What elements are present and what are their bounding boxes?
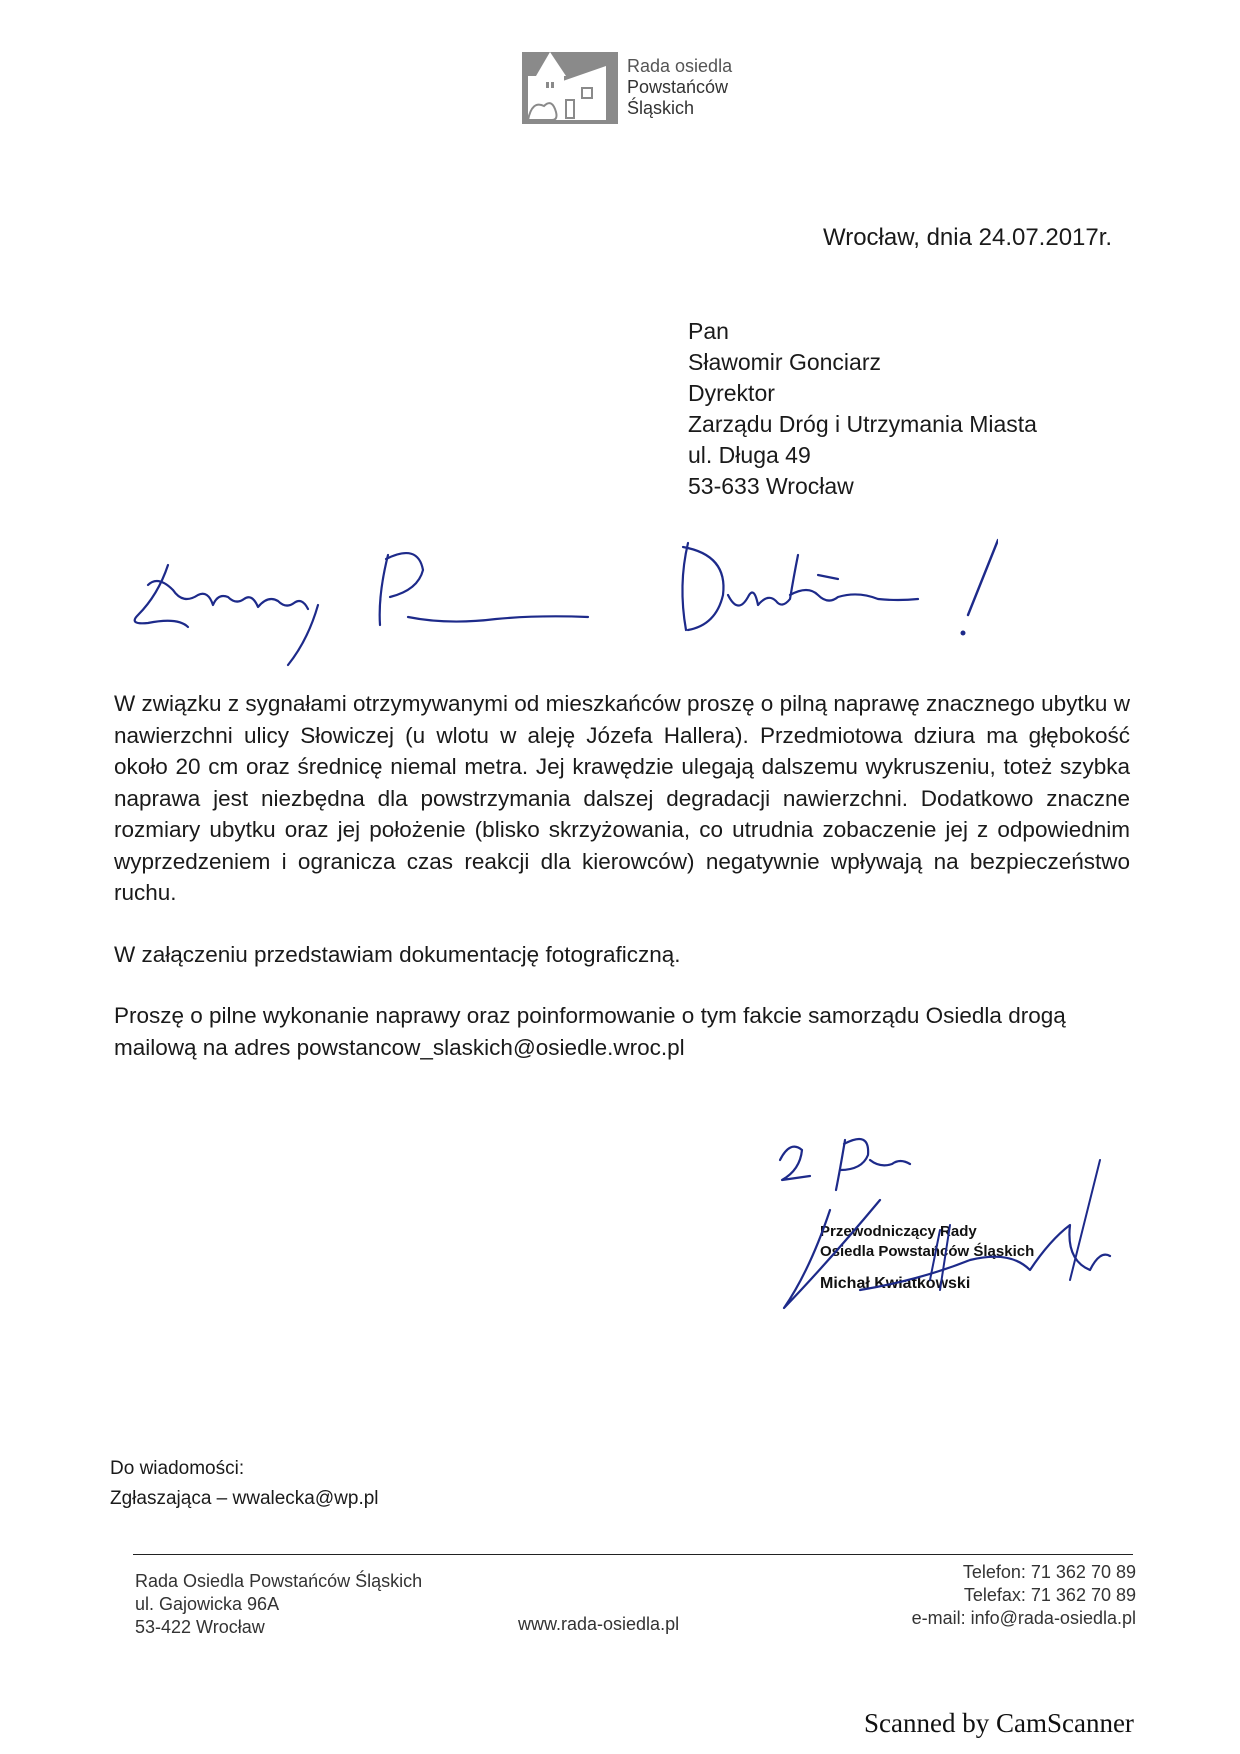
letter-date: Wrocław, dnia 24.07.2017r.	[823, 224, 1113, 251]
scanner-watermark: Scanned by CamScanner	[864, 1708, 1134, 1738]
footer-divider	[133, 1554, 1133, 1555]
footer-city: 53-422 Wrocław	[135, 1617, 265, 1637]
footer-phone: Telefon: 71 362 70 89	[962, 1562, 1136, 1582]
cc-heading: Do wiadomości:	[110, 1458, 245, 1479]
stamp-line-2: Osiedla Powstańców Śląskich	[820, 1243, 1035, 1260]
logo-text	[627, 56, 732, 119]
logo-line-3: Śląskich	[627, 98, 695, 118]
recipient-line-3: Dyrektor	[688, 380, 775, 406]
body-paragraph-3: Proszę o pilne wykonanie naprawy oraz poinformowanie o tym fakcie samorządu Osiedla drogą mailową na adres powstancow_slaskich@osiedle.wroc.pl	[114, 1003, 1066, 1060]
letterhead-logo	[522, 48, 752, 128]
church-house-logo-icon	[522, 48, 618, 128]
recipient-line-4: Zarządu Dróg i Utrzymania Miasta	[688, 411, 1037, 437]
logo-line-2: Powstańców	[627, 77, 729, 97]
recipient-address	[688, 316, 1037, 502]
stamp-line-1: Przewodniczący Rady	[820, 1223, 977, 1240]
footer-email[interactable]: e-mail: info@rada-osiedla.pl	[911, 1608, 1136, 1628]
body-paragraph-1: W związku z sygnałami otrzymywanymi od mieszkańców proszę o pilną naprawę znacznego ubytku w nawierzchni ulicy Słowiczej (u wlotu w aleję Józefa Hallera). Przedmiotowa dziura ma głębokość około 20 cm oraz średnicę niemal metra. Jej krawędzie ulegają dalszemu wykruszeniu, toteż szybka naprawa jest niezbędna dla powstrzymania dalszej degradacji nawierzchni. Dodatkowo znaczne rozmiary ubytku oraz jej położenie (blisko skrzyżowania, co utrudnia zobaczenie jej z odpowiednim wyprzedzeniem i ogranicza czas reakcji dla kierowców) negatywnie wpływają na bezpieczeństwo ruchu.	[114, 691, 1130, 905]
footer-street: ul. Gajowicka 96A	[135, 1594, 280, 1614]
letter-body	[114, 688, 1130, 1063]
body-paragraph-2: W załączeniu przedstawiam dokumentację fotograficzną.	[114, 941, 681, 967]
footer-org: Rada Osiedla Powstańców Śląskich	[135, 1571, 423, 1591]
footer-fax: Telefax: 71 362 70 89	[963, 1585, 1136, 1605]
logo-line-1: Rada osiedla	[627, 56, 733, 76]
recipient-line-1: Pan	[688, 318, 729, 344]
recipient-line-5: ul. Długa 49	[688, 442, 811, 468]
handwritten-salutation	[118, 535, 998, 685]
footer-address	[135, 1570, 422, 1639]
cc-line-1: Zgłaszająca – wwalecka@wp.pl	[110, 1488, 379, 1509]
cc-block	[110, 1454, 379, 1514]
footer-contact	[860, 1561, 1136, 1630]
handwritten-signature	[770, 1130, 1120, 1320]
recipient-line-6: 53-633 Wrocław	[688, 473, 854, 499]
footer-website[interactable]: www.rada-osiedla.pl	[518, 1614, 680, 1634]
recipient-line-2: Sławomir Gonciarz	[688, 349, 881, 375]
signature-block	[770, 1130, 1120, 1320]
stamp-name: Michał Kwiatkowski	[820, 1275, 971, 1292]
